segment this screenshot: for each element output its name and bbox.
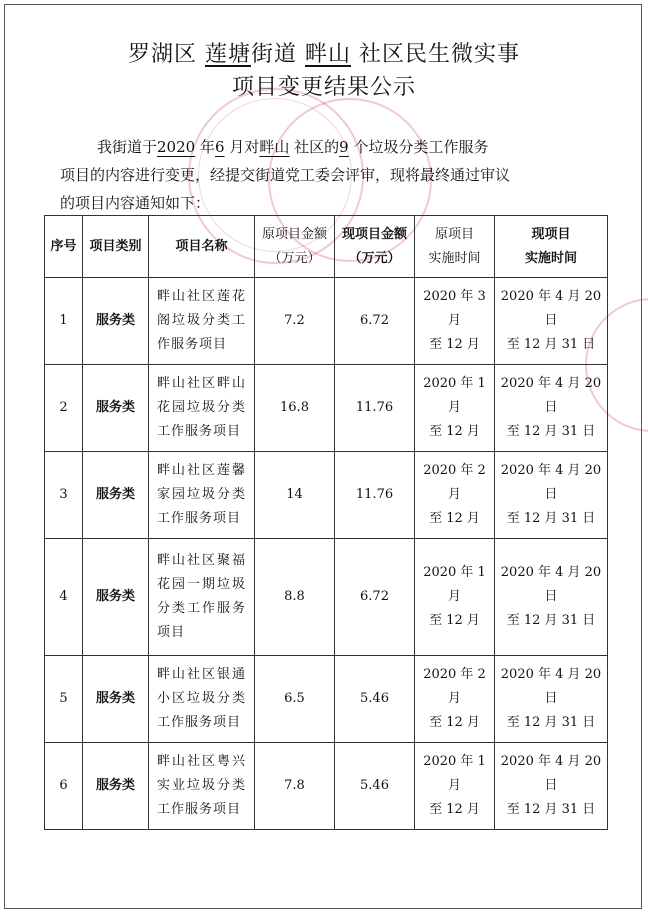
cell-orig-amount: 8.8	[255, 539, 335, 656]
cell-orig-time: 2020 年 1 月 至 12 月	[415, 743, 495, 830]
cell-new-time: 2020 年 4 月 20 日 至 12 月 31 日	[495, 656, 608, 743]
table-row	[45, 656, 608, 743]
cell-project-name: 畔山社区银通小区垃圾分类工作服务项目	[149, 656, 255, 743]
table-row	[45, 365, 608, 452]
cell-project-name: 畔山社区畔山花园垃圾分类工作服务项目	[149, 365, 255, 452]
cell-orig-amount: 7.2	[255, 278, 335, 365]
cell-orig-amount: 14	[255, 452, 335, 539]
header-new-time: 现项目 实施时间	[495, 216, 608, 278]
project-change-table	[44, 215, 608, 830]
cell-orig-time: 2020 年 2 月 至 12 月	[415, 452, 495, 539]
cell-new-time: 2020 年 4 月 20 日 至 12 月 31 日	[495, 452, 608, 539]
cell-orig-amount: 7.8	[255, 743, 335, 830]
cell-orig-amount: 6.5	[255, 656, 335, 743]
cell-new-amount: 5.46	[335, 656, 415, 743]
header-category: 项目类别	[83, 216, 149, 278]
cell-new-time: 2020 年 4 月 20 日 至 12 月 31 日	[495, 539, 608, 656]
header-orig-amount: 原项目金额 （万元）	[255, 216, 335, 278]
header-project-name: 项目名称	[149, 216, 255, 278]
table-row	[45, 278, 608, 365]
cell-new-amount: 11.76	[335, 452, 415, 539]
cell-project-name: 畔山社区莲馨家园垃圾分类工作服务项目	[149, 452, 255, 539]
cell-seq: 2	[45, 365, 83, 452]
table-row	[45, 539, 608, 656]
notice-paragraph-line-3: 的项目内容通知如下：	[60, 194, 211, 212]
table-header-row	[45, 216, 608, 278]
cell-seq: 1	[45, 278, 83, 365]
header-new-amount: 现项目金额 （万元）	[335, 216, 415, 278]
cell-seq: 3	[45, 452, 83, 539]
cell-project-name: 畔山社区莲花阁垃圾分类工作服务项目	[149, 278, 255, 365]
cell-new-amount: 5.46	[335, 743, 415, 830]
cell-project-name: 畔山社区粤兴实业垃圾分类工作服务项目	[149, 743, 255, 830]
cell-seq: 5	[45, 656, 83, 743]
cell-new-time: 2020 年 4 月 20 日 至 12 月 31 日	[495, 278, 608, 365]
cell-new-amount: 6.72	[335, 278, 415, 365]
cell-category: 服务类	[83, 539, 149, 656]
cell-seq: 4	[45, 539, 83, 656]
cell-new-amount: 6.72	[335, 539, 415, 656]
table-row	[45, 452, 608, 539]
header-orig-time: 原项目 实施时间	[415, 216, 495, 278]
cell-category: 服务类	[83, 365, 149, 452]
header-seq: 序号	[45, 216, 83, 278]
cell-seq: 6	[45, 743, 83, 830]
cell-new-amount: 11.76	[335, 365, 415, 452]
cell-orig-time: 2020 年 1 月 至 12 月	[415, 539, 495, 656]
cell-orig-time: 2020 年 2 月 至 12 月	[415, 656, 495, 743]
table-row	[45, 743, 608, 830]
cell-orig-time: 2020 年 3 月 至 12 月	[415, 278, 495, 365]
cell-new-time: 2020 年 4 月 20 日 至 12 月 31 日	[495, 743, 608, 830]
cell-new-time: 2020 年 4 月 20 日 至 12 月 31 日	[495, 365, 608, 452]
document-title-line-1: 罗湖区 莲塘街道 畔山 社区民生微实事	[127, 42, 521, 67]
cell-category: 服务类	[83, 743, 149, 830]
notice-paragraph-line-1: 我街道于2020 年6 月对畔山 社区的9 个垃圾分类工作服务	[97, 138, 489, 156]
cell-orig-time: 2020 年 1 月 至 12 月	[415, 365, 495, 452]
cell-project-name: 畔山社区聚福花园一期垃圾分类工作服务项目	[149, 539, 255, 656]
document-title-line-2: 项目变更结果公示	[231, 75, 416, 100]
cell-category: 服务类	[83, 656, 149, 743]
cell-orig-amount: 16.8	[255, 365, 335, 452]
cell-category: 服务类	[83, 452, 149, 539]
notice-paragraph-line-2: 项目的内容进行变更，经提交街道党工委会评审，现将最终通过审议	[60, 166, 511, 184]
cell-category: 服务类	[83, 278, 149, 365]
